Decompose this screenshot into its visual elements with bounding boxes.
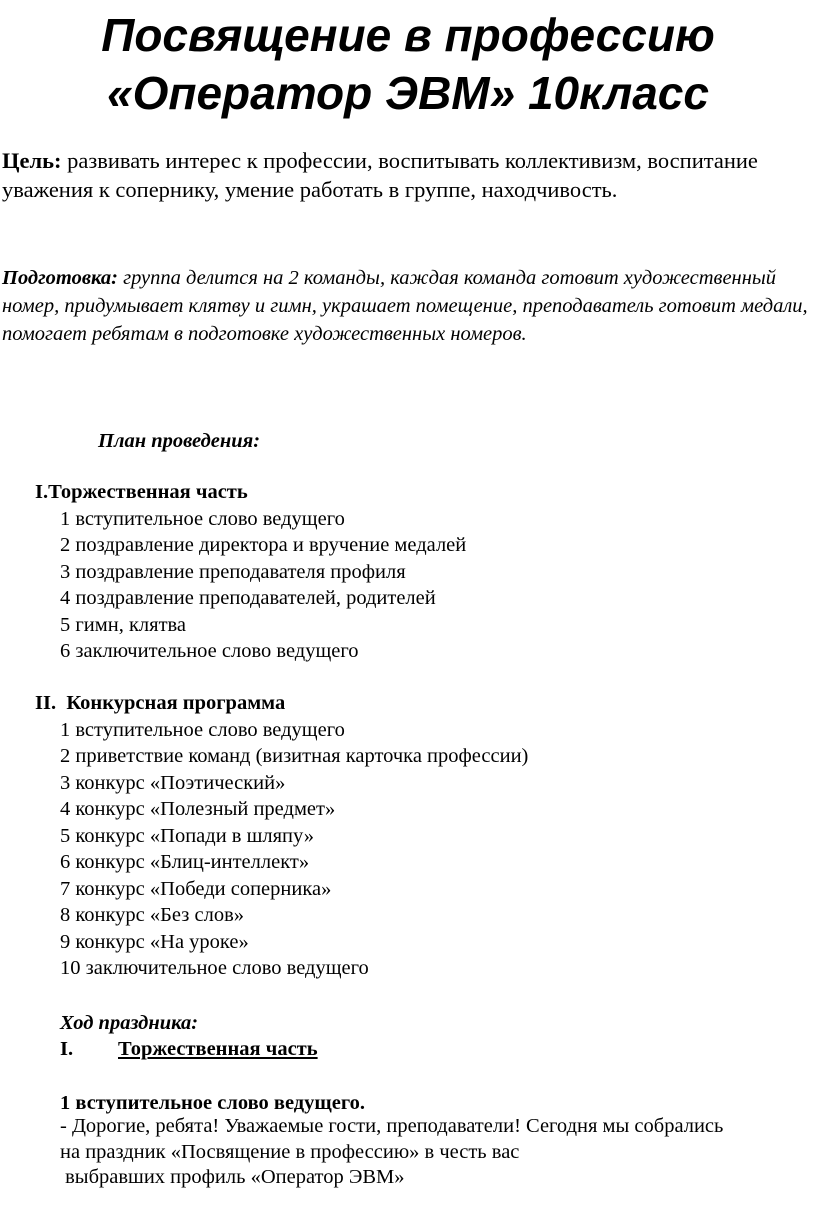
list-item: 5 конкурс «Попади в шляпу»: [60, 824, 315, 847]
list-item: 2 поздравление директора и вручение медалей: [60, 534, 467, 556]
goal-label: Цель:: [2, 148, 62, 173]
list-item: 9 конкурс «На уроке»: [60, 930, 249, 953]
list-item: 6 заключительное слово ведущего: [60, 640, 359, 662]
speech-line: - Дорогие, ребята! Уважаемые гости, преподаватели! Сегодня мы собрались: [60, 1115, 724, 1137]
plan-heading: План проведения:: [98, 430, 261, 452]
list-item: 3 конкурс «Поэтический»: [60, 771, 286, 794]
list-item: 4 поздравление преподавателей, родителей: [60, 587, 436, 609]
title-line-2: «Оператор ЭВМ» 10класс: [107, 67, 709, 119]
speech-heading: 1 вступительное слово ведущего.: [60, 1092, 366, 1114]
section-heading: I.Торжественная часть: [35, 481, 248, 503]
preparation-label: Подготовка:: [2, 267, 118, 289]
list-item: 2 приветствие команд (визитная карточка профессии): [60, 745, 529, 767]
title-line-1: Посвящение в профессию: [101, 9, 715, 61]
speech-line: на праздник «Посвящение в профессию» в честь вас: [60, 1140, 520, 1163]
section-list: [35, 717, 528, 982]
section-contest: [35, 690, 528, 982]
list-item: 1 вступительное слово ведущего: [60, 718, 345, 741]
list-item: 3 поздравление преподавателя профиля: [60, 560, 406, 583]
part-title: Торжественная часть: [118, 1038, 318, 1060]
progress-heading: Ход праздника:: [60, 1012, 199, 1034]
document-title: [0, 6, 816, 122]
goal-paragraph: [2, 146, 814, 204]
list-item: 8 конкурс «Без слов»: [60, 904, 245, 926]
preparation-paragraph: [2, 264, 814, 348]
list-item: 10 заключительное слово ведущего: [60, 957, 369, 979]
list-item: 7 конкурс «Победи соперника»: [60, 877, 332, 900]
goal-text: развивать интерес к профессии, воспитывать коллективизм, воспитание уважения к сопернику, умение работать в группе, находчивость.: [2, 148, 758, 202]
part-heading: [60, 1035, 318, 1063]
list-item: 1 вступительное слово ведущего: [60, 507, 345, 530]
list-item: 6 конкурс «Блиц-интеллект»: [60, 851, 310, 873]
section-ceremonial: [35, 479, 466, 665]
section-heading: II. Конкурсная программа: [35, 692, 286, 714]
list-item: 5 гимн, клятва: [60, 613, 187, 636]
speech-line: выбравших профиль «Оператор ЭВМ»: [60, 1166, 405, 1188]
speech-text: [60, 1114, 816, 1191]
preparation-text: группа делится на 2 команды, каждая команда готовит художественный номер, придумывает клятву и гимн, украшает помещение, преподаватель готовит медали, помогает ребятам в подготовке художественных номеров.: [2, 267, 808, 345]
section-list: [35, 506, 466, 665]
part-number: I.: [60, 1038, 74, 1060]
list-item: 4 конкурс «Полезный предмет»: [60, 798, 336, 820]
